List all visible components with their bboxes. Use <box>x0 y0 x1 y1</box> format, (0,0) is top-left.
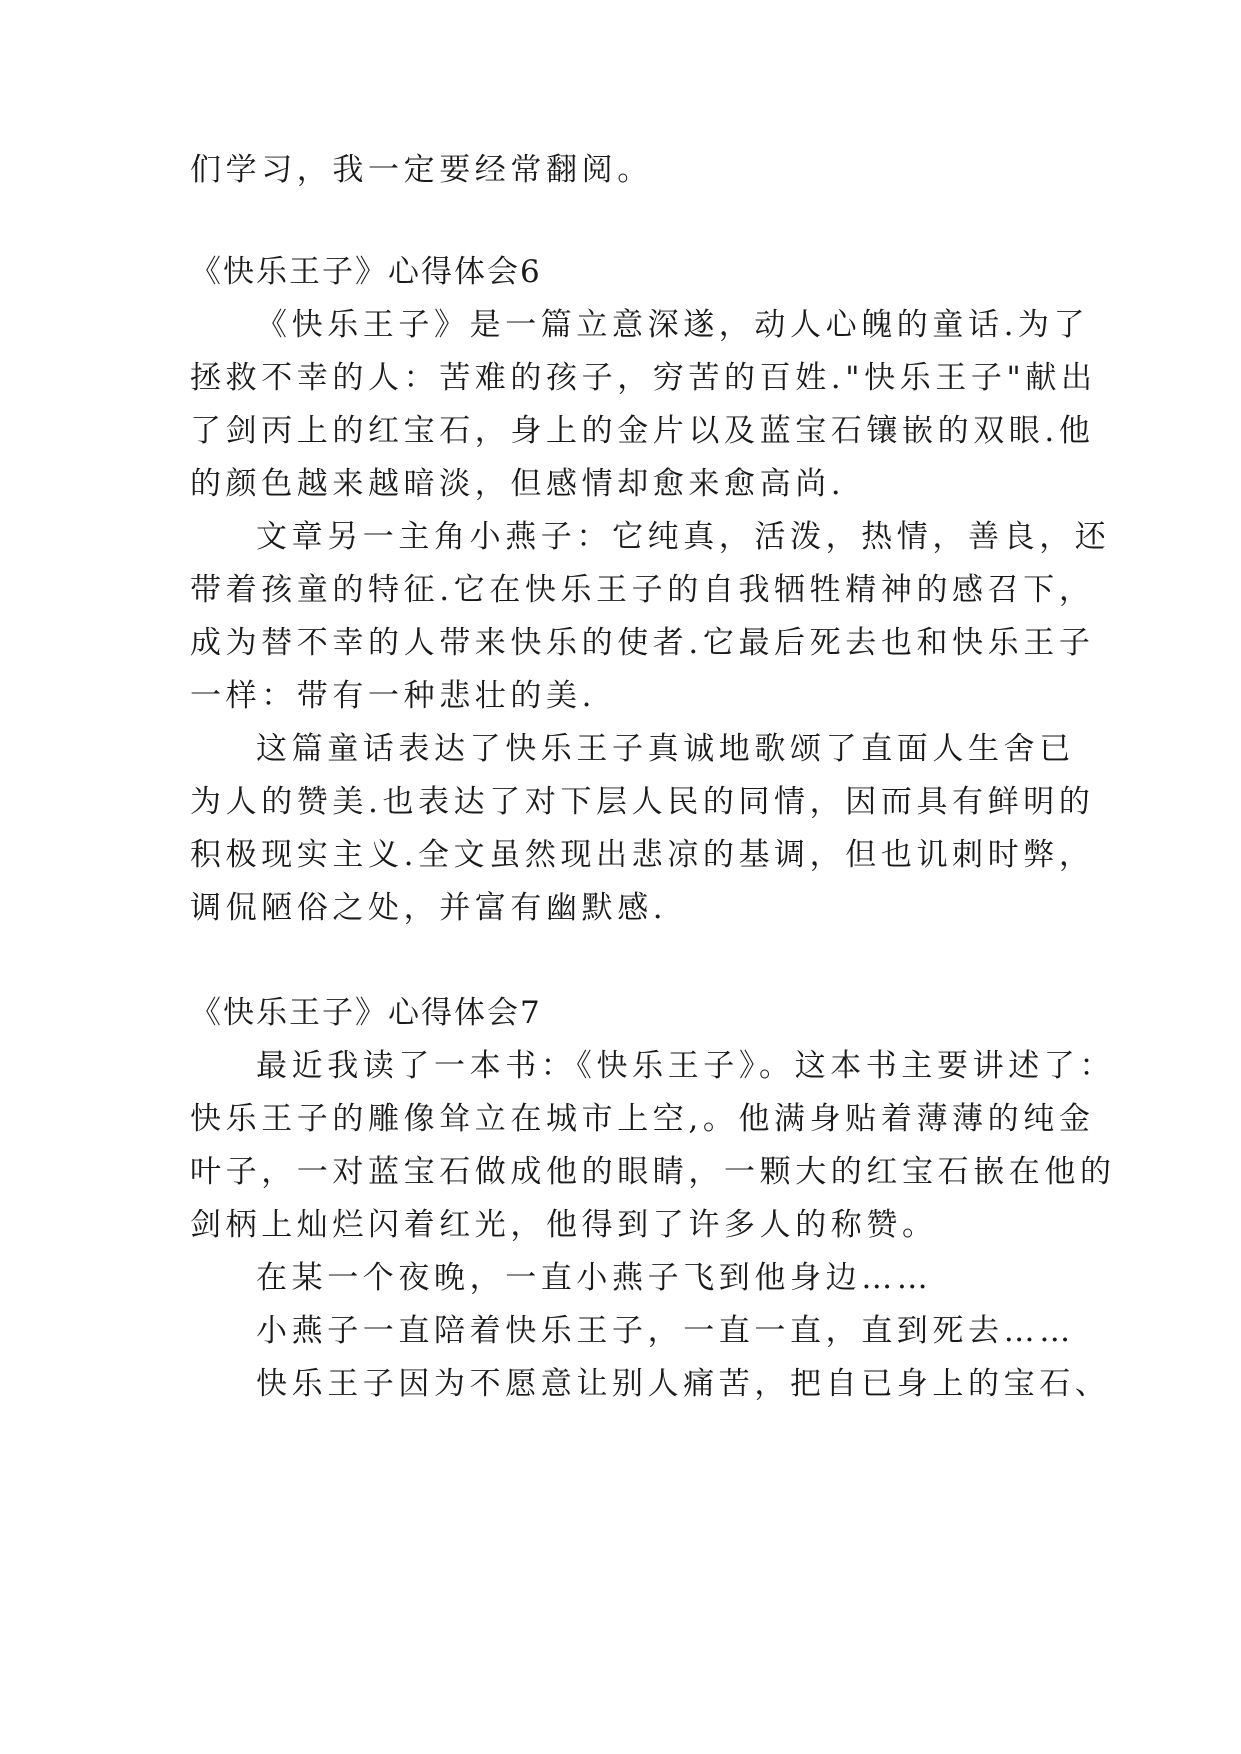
s7-p4-line1: 快乐王子因为不愿意让别人痛苦，把自已身上的宝石、 <box>256 1366 1111 1402</box>
s6-p3-line1: 这篇童话表达了快乐王子真诚地歌颂了直面人生舍已 <box>256 731 1075 767</box>
s7-p1-line1: 最近我读了一本书：《快乐王子》。这本书主要讲述了： <box>256 1048 1115 1084</box>
s6-p3-line2: 为人的赞美.也表达了对下层人民的同情，因而具有鲜明的 <box>190 784 1095 820</box>
section-6-heading: 《快乐王子》心得体会6 <box>190 254 542 290</box>
s6-p1-line2: 拯救不幸的人：苦难的孩子，穷苦的百姓."快乐王子"献出 <box>190 360 1097 396</box>
s7-p1-line3: 叶子，一对蓝宝石做成他的眼睛，一颗大的红宝石嵌在他的 <box>190 1154 1116 1190</box>
s6-p2-line4: 一样：带有一种悲壮的美. <box>190 678 597 714</box>
s6-p2-line1: 文章另一主角小燕子：它纯真，活泼，热情，善良，还 <box>256 519 1111 555</box>
s6-p1-line1: 《快乐王子》是一篇立意深遂，动人心魄的童话.为了 <box>256 307 1090 343</box>
s6-p2-line3: 成为替不幸的人带来快乐的使者.它最后死去也和快乐王子 <box>190 625 1095 661</box>
section-7-heading: 《快乐王子》心得体会7 <box>190 995 542 1031</box>
s7-p1-line2: 快乐王子的雕像耸立在城市上空,。他满身贴着薄薄的纯金 <box>190 1101 1095 1137</box>
s7-p3-line1: 小燕子一直陪着快乐王子，一直一直，直到死去…… <box>256 1313 1075 1349</box>
s6-p1-line4: 的颜色越来越暗淡，但感情却愈来愈高尚. <box>190 466 846 502</box>
s7-p1-line4: 剑柄上灿烂闪着红光，他得到了许多人的称赞。 <box>190 1207 938 1243</box>
s6-p3-line3: 积极现实主义.全文虽然现出悲凉的基调，但也讥刺时弊， <box>190 837 1095 873</box>
continuation-line: 们学习，我一定要经常翻阅。 <box>190 152 653 188</box>
s7-p2-line1: 在某一个夜晚，一直小燕子飞到他身边…… <box>256 1260 933 1296</box>
s6-p1-line3: 了剑丙上的红宝石，身上的金片以及蓝宝石镶嵌的双眼.他 <box>190 413 1095 449</box>
s6-p3-line4: 调侃陋俗之处，并富有幽默感. <box>190 890 668 926</box>
s6-p2-line2: 带着孩童的特征.它在快乐王子的自我牺牲精神的感召下， <box>190 572 1095 608</box>
